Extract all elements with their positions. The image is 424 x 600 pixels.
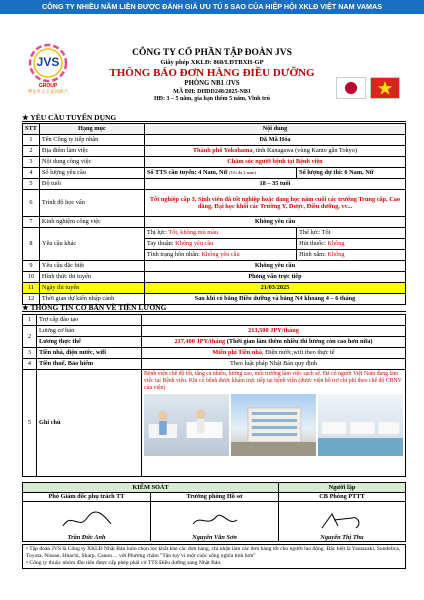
actual-salary: 217,400 JPY/tháng [174, 338, 226, 346]
section-title-requirements: ★ YÊU CẦU TUYỂN DỤNG [22, 113, 406, 122]
marital-cell [144, 250, 296, 261]
row-label: Địa điểm làm việc [39, 146, 144, 157]
signer-name-1: Trần Đức Anh [67, 533, 106, 541]
smoking-value: Không [327, 240, 345, 248]
row-label: Số lượng yêu cầu [39, 168, 144, 179]
row-value: 21/03/2025 [144, 283, 405, 294]
vietnam-flag-icon [370, 77, 400, 99]
row-value: Đã Mã Hóa [144, 135, 405, 146]
row-value: Tốt nghiệp cấp 3, Sinh viên đã tốt nghiệp hoặc đang học năm cuối các trường Trung cấp, Cao đẳng, Đại học khối các Trường Y, Dược, Điều dưỡng, vv... [144, 190, 405, 217]
footer-line-2: • Công ty thuộc nhóm đầu tiên được cấp phép phái cử TTS Điều dưỡng sang Nhật Bản. [26, 559, 222, 566]
city-name: Thành phố Yokohama [192, 147, 253, 155]
smoking-label: Hút thuốc: [299, 240, 328, 248]
signature-2-icon [185, 510, 245, 532]
row-number: 4 [23, 168, 40, 179]
signer-name-3: Nguyễn Thị Thu [320, 533, 364, 541]
row-value-a [144, 168, 296, 179]
signature-block-3 [279, 502, 406, 542]
logo-tagline: 夢を叶える協同組合 [27, 89, 69, 94]
row-value-b: Số lượng dự thi: 6 Nam, Nữ [297, 168, 406, 179]
table-row [23, 283, 406, 294]
department: PHÒNG NB1 /JVS [184, 80, 240, 88]
row-label: Kinh nghiệm công việc [39, 217, 144, 228]
row-value: Không yêu cầu [144, 217, 405, 228]
control-header: KIỂM SOÁT [23, 483, 279, 493]
table-row [23, 370, 406, 477]
requirements-table [22, 123, 406, 305]
row-number: 9 [23, 261, 40, 272]
footer-line-1: • Tập đoàn JVS là Công ty XKLĐ Nhật Bản luôn chọn lọc khắt khe các đơn hàng, chỉ nhận làm các đơn hàng tốt cho người lao động. Đặc biệt là Yamazaki, Sundelica, Toyota, Nissan, Hitachi, Sharp, Canon… với Phương châm "Tận tụy vì một cuộc sống nghĩa tình hơn" [26, 546, 401, 559]
row-number: 2 [23, 326, 37, 348]
signer-title-1: Phó Giám đốc phụ trách TT [23, 493, 151, 502]
table-row [23, 261, 406, 272]
utilities-note: , Điện nước,wifi theo thực tế [262, 349, 335, 357]
table-row [23, 135, 406, 146]
top-banner: CÔNG TY NHIỀU NĂM LIỀN ĐƯỢC ĐÁNH GIÁ ƯU TÚ 5 SAO CỦA HIỆP HỘI XKLĐ VIỆT NAM VAMAS [0, 0, 424, 14]
row-label: Yêu cầu khác [39, 228, 144, 261]
row-label: Trợ cấp đào tạo [37, 315, 142, 326]
row-value [142, 348, 406, 359]
signature-block-2 [151, 502, 279, 542]
handedness-cell [144, 239, 296, 250]
row-number: 7 [23, 217, 40, 228]
hospital-building-photo [231, 394, 316, 456]
japan-flag-icon [336, 77, 366, 99]
salary-note: (Thời gian làm thêm nhiều thì lương còn cao hơn nữa) [225, 338, 373, 346]
table-row [23, 179, 406, 190]
row-label: Tên Công ty tiếp nhận [39, 135, 144, 146]
col-header-content: Nội dung [144, 124, 405, 135]
table-row [23, 217, 406, 228]
order-code: MÃ ĐH: DHDD248/2025-NB1 [173, 88, 251, 95]
notes-text: Bệnh viện chế độ tốt, tăng ca nhiều, lương cao, môi trường làm việc sạch sẽ. Đã có người Việt Nam đang làm việc tại Bệnh viện. Khi có bệnh được khám trực tiếp tại bệnh viện (được viện hỗ trợ chi phí theo chế độ CBNV của viện) [144, 371, 402, 391]
table-row [23, 337, 406, 348]
row-label: Tiền thuế, Bảo hiểm [37, 359, 142, 370]
row-label: Thời gian dự kiến nhập cảnh [39, 294, 144, 305]
salary-table [22, 314, 406, 477]
trainee-note: (Tối đa 2 nam) [228, 170, 256, 176]
table-row [23, 190, 406, 217]
table-row [23, 272, 406, 283]
notes-cell [142, 370, 406, 477]
basic-salary: 213,500 JPY/tháng [142, 326, 406, 337]
row-number: 5 [23, 179, 40, 190]
table-row [23, 315, 406, 326]
section-title-salary: ★ THÔNG TIN CƠ BẢN VỀ TIỀN LƯƠNG [22, 303, 406, 312]
row-number: 6 [23, 190, 40, 217]
row-label: Ghi chú [37, 370, 142, 477]
location-detail: , tỉnh Kanagawa (vùng Kanto gần Tokyo) [252, 147, 358, 155]
row-number: 2 [23, 146, 40, 157]
signer-name-2: Nguyễn Văn Sơn [192, 533, 237, 541]
row-label: Lương cơ bản [37, 326, 142, 337]
row-number: 1 [23, 135, 40, 146]
row-number: 4 [23, 359, 37, 370]
row-label: Lương thực thế [37, 337, 142, 348]
table-row [23, 348, 406, 359]
signature-3-icon [312, 510, 372, 532]
row-value: Không yêu cầu [144, 261, 405, 272]
row-value [142, 315, 406, 326]
table-row [23, 326, 406, 337]
tattoo-cell [297, 250, 406, 261]
marital-label: Tình trạng hôn nhân: [146, 251, 202, 259]
row-label: Trình độ học vấn [39, 190, 144, 217]
row-number: 3 [23, 157, 40, 168]
row-value: Chăm sóc người bệnh tại Bệnh viện [144, 157, 405, 168]
maker-header: Người lập [279, 483, 406, 493]
table-row [23, 359, 406, 370]
hospital-ward-photo [318, 394, 403, 456]
row-number: 5 [23, 370, 37, 477]
license-number: Giấy phép XKLĐ: 868/LĐTBXH-GP [160, 59, 264, 67]
vision-label: Thị lực: [146, 229, 169, 237]
row-value: Phỏng vấn trực tiếp [144, 272, 405, 283]
row-label: Nội dung công việc [39, 157, 144, 168]
row-label: Hình thức thi tuyển [39, 272, 144, 283]
strength-cell: Thể lực: Tốt [297, 228, 406, 239]
row-number: 11 [23, 283, 40, 294]
signature-table [22, 482, 406, 542]
table-row [23, 146, 406, 157]
table-row [23, 228, 406, 239]
trainee-count: Số TTS cần tuyển: 4 Nam, Nữ [146, 169, 228, 177]
handedness-value: Không yêu cầu [175, 240, 214, 248]
row-number: 10 [23, 272, 40, 283]
row-number: 12 [23, 294, 40, 305]
vision-cell [144, 228, 296, 239]
signature-1-icon [57, 510, 117, 532]
signer-title-3: CB Phòng PTTT [279, 493, 406, 502]
housing-free: Miễn phí Tiền nhà [212, 349, 263, 357]
table-row [23, 168, 406, 179]
contract-term: HĐ: 3 – 5 năm, gia hạn thêm 5 năm, Vĩnh trú [153, 95, 271, 102]
row-value [144, 146, 405, 157]
company-logo [22, 43, 74, 99]
actual-salary-cell [142, 337, 406, 348]
row-value: Theo luật pháp Nhật Bản quy định [142, 359, 406, 370]
row-label: Tiền nhà, điện nước, wifi [37, 348, 142, 359]
handedness-label: Tay thuận: [146, 240, 176, 248]
row-number: 1 [23, 315, 37, 326]
logo-text: JVS [36, 55, 60, 69]
vision-value: Tốt, không mù màu [168, 229, 219, 237]
company-name: CÔNG TY CỔ PHẦN TẬP ĐOÀN JVS [132, 48, 292, 58]
hospital-room-photo [144, 394, 229, 456]
tattoo-label: Hình xăm: [299, 251, 328, 259]
col-header-item: Hạng mục [39, 124, 144, 135]
row-number: 8 [23, 228, 40, 261]
table-row [23, 157, 406, 168]
row-label: Độ tuổi [39, 179, 144, 190]
row-label: Yêu cầu đặc biệt [39, 261, 144, 272]
col-header-stt: STT [23, 124, 40, 135]
footer-notes [22, 544, 406, 569]
hospital-photos [144, 394, 403, 456]
row-value: 18 – 35 tuổi [144, 179, 405, 190]
document-title: THÔNG BÁO ĐƠN HÀNG ĐIỀU DƯỠNG [109, 67, 315, 80]
signer-title-2: Trưởng phòng Hồ sơ [151, 493, 279, 502]
smoking-cell [297, 239, 406, 250]
row-label: Ngày thi tuyển [39, 283, 144, 294]
marital-value: Không yêu cầu [201, 251, 240, 259]
row-number: 3 [23, 348, 37, 359]
signature-block-1 [23, 502, 151, 542]
tattoo-value: Không [327, 251, 345, 259]
document-header [0, 17, 424, 112]
logo-group: GROUP [38, 83, 58, 89]
row-value: Sau khi có bằng Điều dưỡng và bằng N4 khoảng 4 – 6 tháng [144, 294, 405, 305]
